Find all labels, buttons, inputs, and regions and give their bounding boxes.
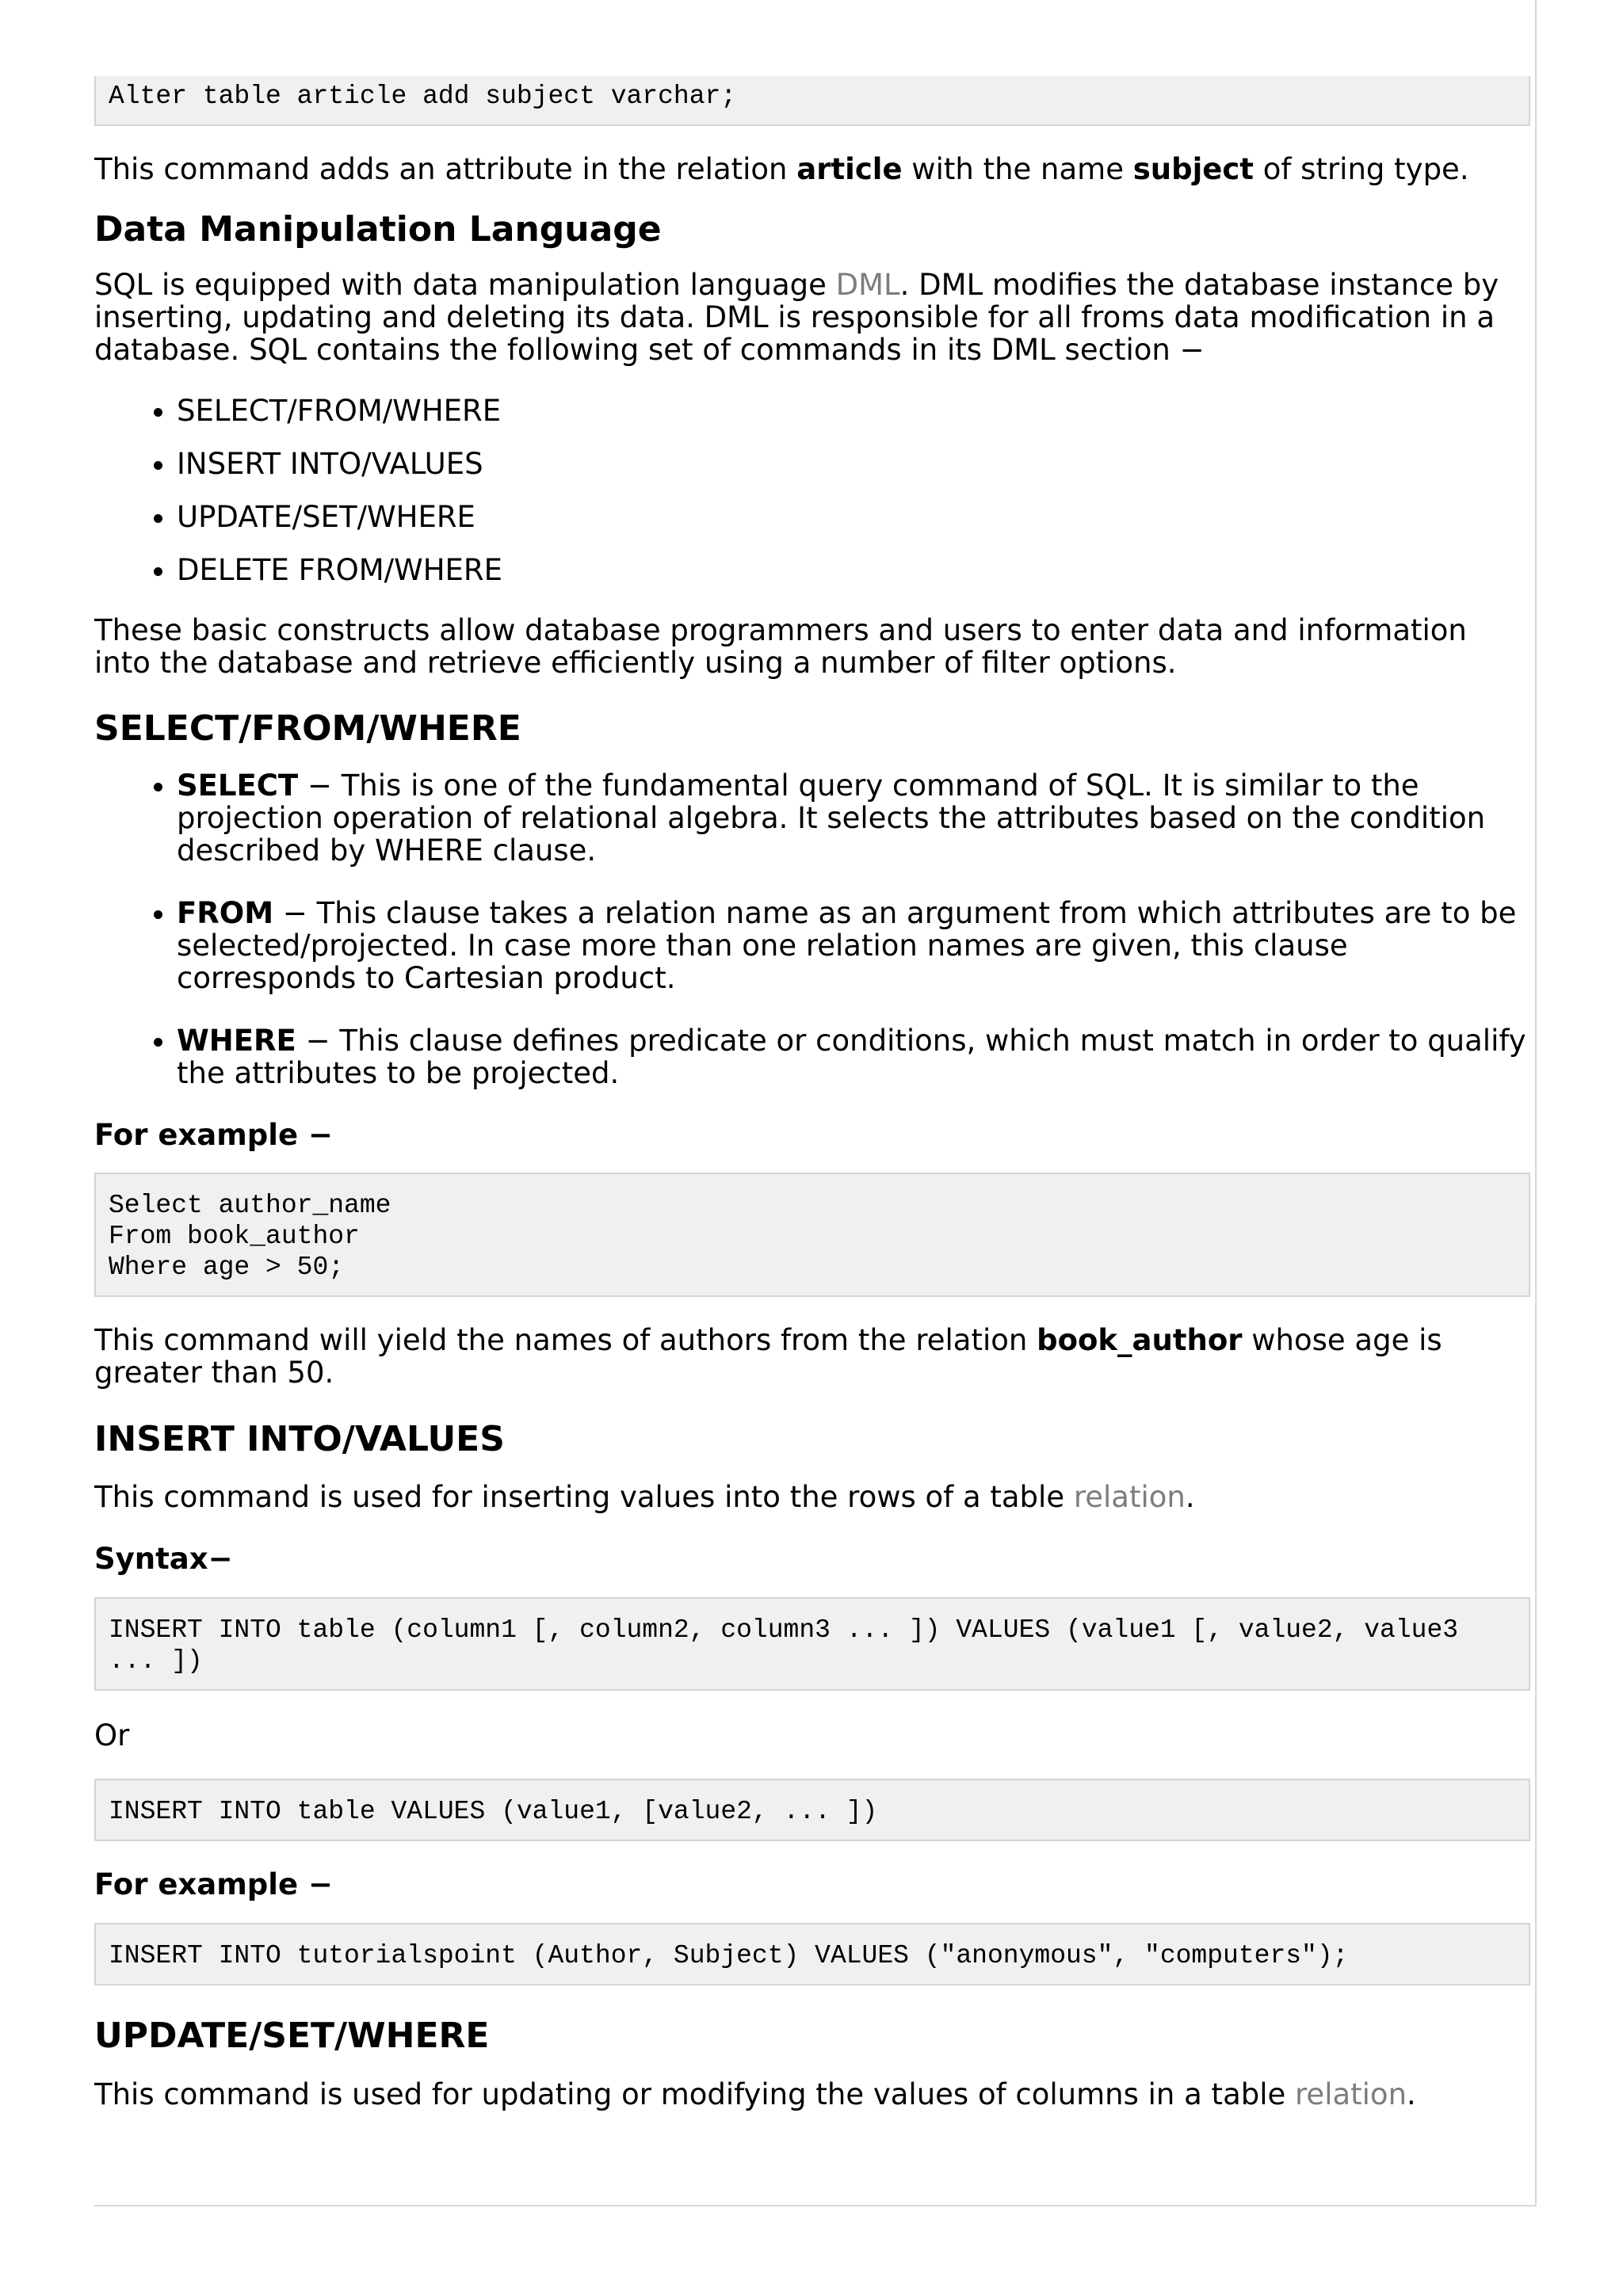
intro-bold-article: article xyxy=(796,152,903,186)
dml-text: SQL is equipped with data manipulation language xyxy=(94,268,836,302)
insert-syntax-label: Syntax− xyxy=(94,1542,233,1576)
dml-text: . DML modifies the database instance by inserting, updating and deleting its data. DML is responsible for all froms data modification in a database. SQL contains the following set of commands in its DML section − xyxy=(94,268,1499,367)
update-paragraph xyxy=(94,2078,1530,2111)
dml-command-list xyxy=(94,395,1530,586)
dml-heading: Data Manipulation Language xyxy=(94,209,662,250)
insert-paragraph xyxy=(94,1481,1530,1513)
list-item xyxy=(177,897,1530,994)
select-heading: SELECT/FROM/WHERE xyxy=(94,708,521,749)
intro-text: of string type. xyxy=(1254,152,1469,186)
from-term: FROM xyxy=(177,896,274,930)
intro-paragraph xyxy=(94,153,1530,185)
document-page xyxy=(94,0,1537,2206)
insert-alt-syntax-code-block: INSERT INTO table VALUES (value1, [value2, ... ]) xyxy=(94,1779,1530,1841)
insert-syntax-code-block: INSERT INTO table (column1 [, column2, column3 ... ]) VALUES (value1 [, value2, value3 ... ]) xyxy=(94,1597,1530,1691)
insert-text: This command is used for inserting values into the rows of a table xyxy=(94,1480,1074,1514)
list-item xyxy=(177,769,1530,867)
alter-table-code-block: Alter table article add subject varchar; xyxy=(94,76,1530,126)
select-term: SELECT xyxy=(177,769,299,803)
select-desc: − This is one of the fundamental query command of SQL. It is similar to the projection operation of relational algebra. It selects the attributes based on the condition described by WHERE clause. xyxy=(177,769,1486,868)
insert-heading: INSERT INTO/VALUES xyxy=(94,1419,505,1459)
select-example-label: For example − xyxy=(94,1118,333,1152)
list-item xyxy=(177,1024,1530,1089)
insert-example-code-block: INSERT INTO tutorialspoint (Author, Subject) VALUES ("anonymous", "computers"); xyxy=(94,1923,1530,1985)
update-text: . xyxy=(1407,2077,1416,2111)
dml-summary-paragraph: These basic constructs allow database programmers and users to enter data and information into the database and retrieve efficiently using a number of filter options. xyxy=(94,613,1467,680)
where-desc: − This clause defines predicate or conditions, which must match in order to qualify the attributes to be projected. xyxy=(177,1024,1526,1090)
list-item: • DELETE FROM/WHERE xyxy=(177,554,1530,586)
intro-text: with the name xyxy=(902,152,1133,186)
intro-text: This command adds an attribute in the relation xyxy=(94,152,797,186)
select-result-text: This command will yield the names of authors from the relation xyxy=(94,1323,1037,1357)
document-content xyxy=(94,76,1535,2111)
select-result-text: whose age is greater than 50. xyxy=(94,1323,1442,1390)
list-item: • SELECT/FROM/WHERE xyxy=(177,395,1530,427)
insert-example-label: For example − xyxy=(94,1867,333,1901)
update-text: This command is used for updating or modifying the values of columns in a table xyxy=(94,2077,1296,2111)
dml-paragraph xyxy=(94,269,1530,366)
from-desc: − This clause takes a relation name as an argument from which attributes are to be selected/projected. In case more than one relation names are given, this clause corresponds to Cartesian product. xyxy=(177,896,1517,995)
insert-relation-link[interactable]: relation xyxy=(1073,1480,1186,1514)
select-result-bold: book_author xyxy=(1037,1323,1243,1357)
select-result-paragraph xyxy=(94,1324,1530,1389)
dml-link[interactable]: DML xyxy=(835,268,900,302)
where-term: WHERE xyxy=(177,1024,296,1058)
update-relation-link[interactable]: relation xyxy=(1295,2077,1407,2111)
select-example-code-block: Select author_name From book_author Where age > 50; xyxy=(94,1173,1530,1297)
update-heading: UPDATE/SET/WHERE xyxy=(94,2016,490,2056)
intro-bold-subject: subject xyxy=(1132,152,1254,186)
or-text: Or xyxy=(94,1718,130,1753)
insert-text: . xyxy=(1185,1480,1195,1514)
list-item: • INSERT INTO/VALUES xyxy=(177,448,1530,480)
select-clause-list xyxy=(94,769,1530,1089)
list-item: • UPDATE/SET/WHERE xyxy=(177,501,1530,533)
